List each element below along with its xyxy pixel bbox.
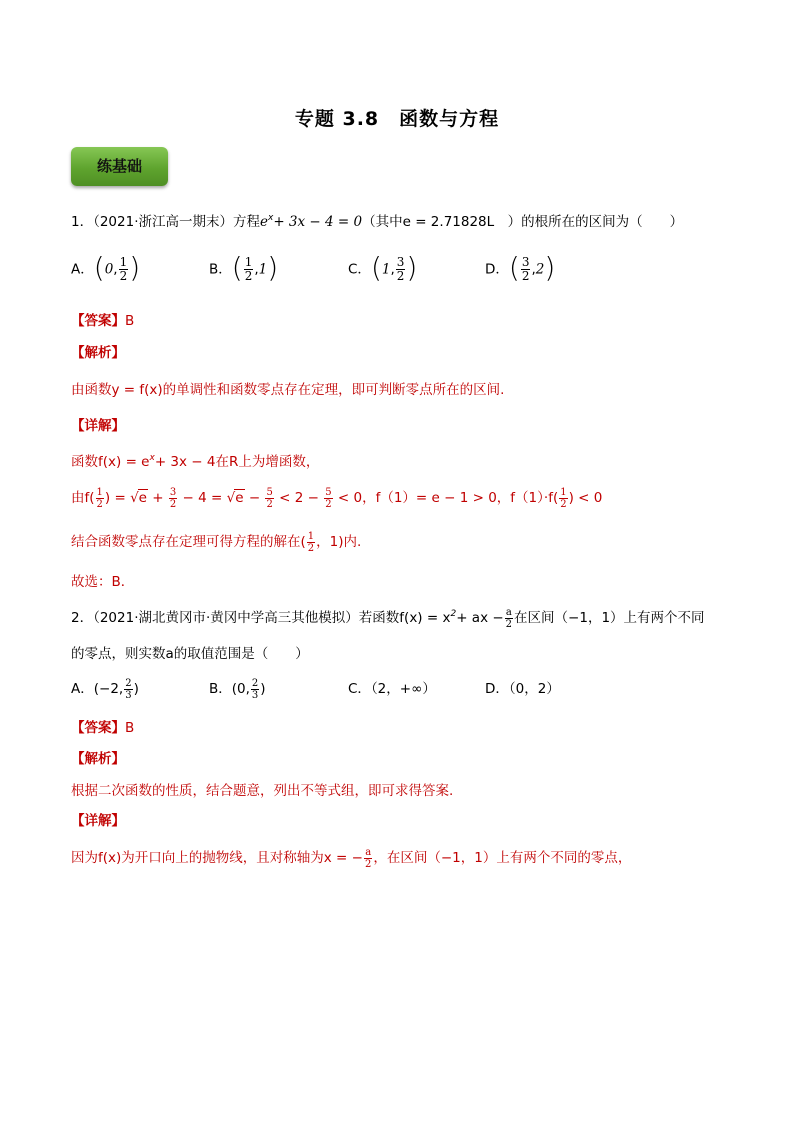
question-2-stem-line-2: 的零点，则实数a的取值范围是（ ） (71, 646, 309, 662)
q2-detail-line-1: 因为f(x)为开口向上的抛物线，且对称轴为x = − $\frac{a}{2}$ ，在区间（−1，1）上有两个不同的零点， (71, 846, 632, 870)
q1-detail-label: 【详解】 (71, 418, 125, 434)
page-title: 专题 3.8 函数与方程 (294, 108, 500, 130)
q1-detail-line-2: 由f( $\frac{1}{2}$ ) = √e + $\frac{3}{2}$ − 4 = √e − $\frac{5}{2}$ < 2 − $\frac{5}{2}$ < 0，f（1）= e − 1 > 0，f（1）·f( $\frac{1}{2}$ ) < 0 (71, 486, 603, 510)
section-badge: 练基础 (71, 147, 168, 186)
q1-detail-line-3: 结合函数零点存在定理可得方程的解在( $\frac{1}{2}$ ，1)内. (71, 530, 362, 554)
q2-option-a: A．(−2, $\frac{2}{3}$ ) (71, 677, 139, 701)
q2-answer: 【答案】B (71, 720, 135, 736)
question-2-stem: 2．（2021·湖北黄冈市·黄冈中学高三其他模拟）若函数$f(x) = x^2+$ ax − $\frac{a}{2}$ 在区间（−1，1）上有两个不同 (71, 606, 705, 630)
q1-answer: 【答案】B (71, 313, 135, 329)
q1-option-a: A．(0, $\frac{1}{2}$ ) (71, 251, 141, 284)
q1-option-b: B．( $\frac{1}{2}$ ,1) (209, 251, 279, 284)
q1-detail-line-1: 函数$f(x) = e^x+ 3x - 4$在R上为增函数， (71, 453, 320, 470)
q2-detail-label: 【详解】 (71, 813, 125, 829)
q1-choose: 故选：B． (71, 574, 135, 590)
q2-analysis-text: 根据二次函数的性质，结合题意，列出不等式组，即可求得答案. (71, 783, 454, 799)
q1-option-d: D．( $\frac{3}{2}$ ,2) (485, 251, 556, 284)
q1-analysis-label: 【解析】 (71, 345, 125, 361)
q2-option-c: C．（2，+∞） (348, 681, 436, 697)
q2-option-d: D．（0，2） (485, 681, 560, 697)
q1-analysis-text: 由函数y = f(x)的单调性和函数零点存在定理，即可判断零点所在的区间. (71, 382, 505, 398)
question-1-stem: 1．（2021·浙江高一期末）方程$e^x+ 3x - 4 = 0$（其中e = 2.71828L ）的根所在的区间为（ ） (71, 213, 684, 230)
q2-option-b: B．(0, $\frac{2}{3}$ ) (209, 677, 266, 701)
q2-analysis-label: 【解析】 (71, 751, 125, 767)
q1-option-c: C．(1, $\frac{3}{2}$ ) (348, 251, 418, 284)
